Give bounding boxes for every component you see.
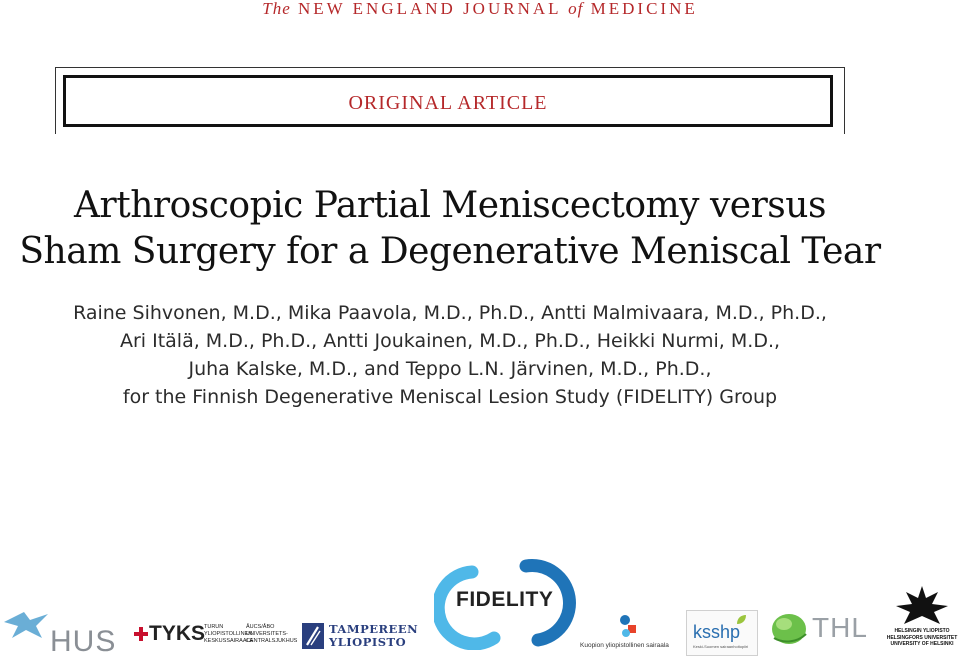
section-label: ORIGINAL ARTICLE [348,92,548,114]
fidelity-logo [434,554,584,650]
journal-name-part2: MEDICINE [590,0,698,18]
thl-logo [770,610,880,650]
kuopio-emblem-icon [618,614,640,638]
author-line: Ari Itälä, M.D., Ph.D., Antti Joukainen, M.D., Ph.D., Heikki Nurmi, M.D., [119,330,781,352]
sponsor-logos [0,548,960,660]
helsinki-names: HELSINGIN YLIOPISTO HELSINGFORS UNIVERSITET UNIVERSITY OF HELSINKI [886,628,958,647]
ksshp-logo [686,610,758,656]
journal-the: The [262,0,291,18]
tyks-label: TYKS [149,622,206,645]
tampere-emblem-icon [302,623,324,649]
journal-masthead [0,0,960,18]
thl-label: THL [812,612,868,643]
thl-globe-icon [770,612,808,646]
helsinki-logo [884,584,960,660]
cross-icon [134,627,148,641]
tyks-subtext: TURUN YLIOPISTOLLINEN KESKUSSAIRAALA [204,624,254,644]
journal-name-part1: NEW ENGLAND JOURNAL [298,0,561,18]
tampere-name: TAMPEREEN YLIOPISTO [329,622,419,649]
fidelity-label: FIDELITY [456,588,554,611]
author-line: for the Finnish Degenerative Meniscal Lesion Study (FIDELITY) Group [122,386,778,408]
journal-of: of [568,0,584,18]
helsinki-flame-icon [894,584,950,626]
kuopio-logo [580,614,680,654]
hus-label: HUS [50,625,117,658]
kuopio-label: Kuopion yliopistollinen sairaala [580,642,669,649]
author-line: Raine Sihvonen, M.D., Mika Paavola, M.D., Ph.D., Antti Malmivaara, M.D., Ph.D., [73,302,827,324]
author-list [30,299,870,411]
title-line-2: Sham Surgery for a Degenerative Meniscal Tear [19,231,881,272]
article-title [0,183,900,275]
title-line-1: Arthroscopic Partial Meniscectomy versus [74,185,826,226]
hus-logo [2,606,132,660]
ksshp-label: ksshp [693,622,741,642]
tyks-logo [134,620,299,654]
tyks-subtext-sv: ÅUCS/ÅBO UNIVERSITETS- CENTRALSJUKHUS [246,624,298,644]
ksshp-subtext: Keski-Suomen sairaanhoitopiiri [693,644,749,649]
hus-bird-icon [2,608,52,642]
tampere-logo [302,622,424,652]
section-banner [63,75,833,127]
author-line: Juha Kalske, M.D., and Teppo L.N. Järvinen, M.D., Ph.D., [188,358,712,380]
